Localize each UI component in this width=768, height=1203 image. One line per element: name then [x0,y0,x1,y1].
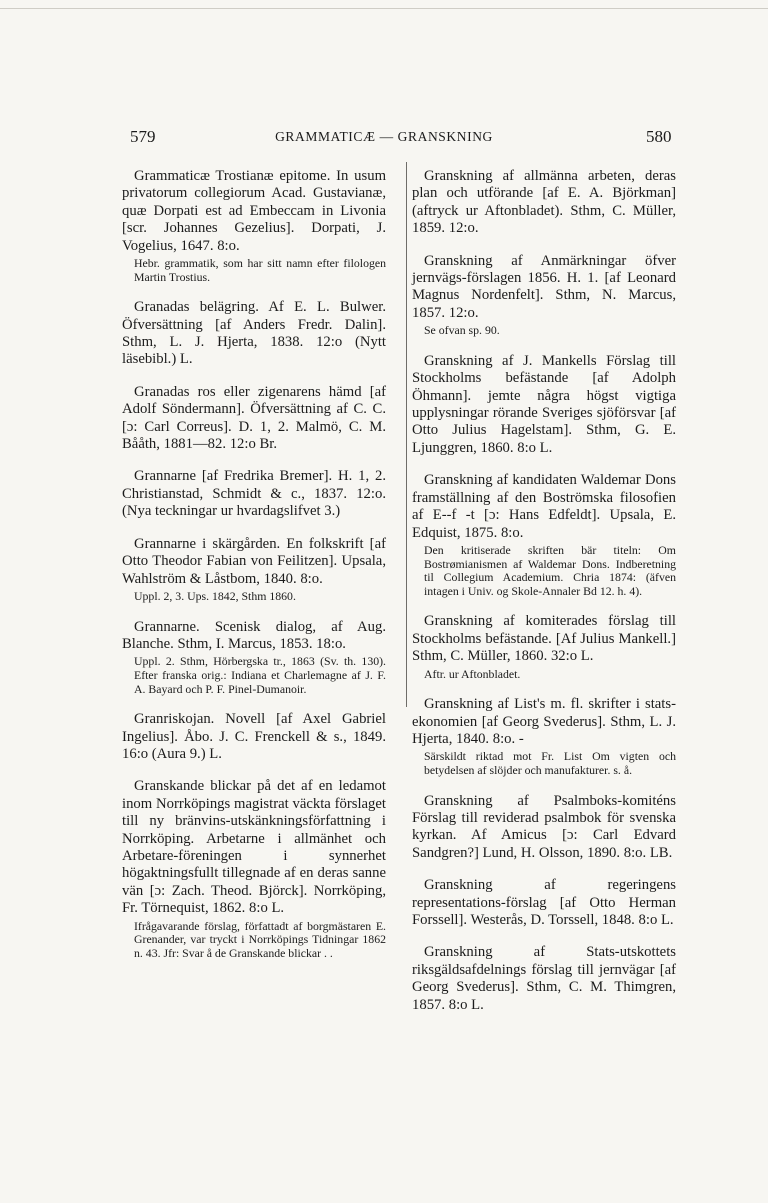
entry-text: Granskning af Psalmboks-komiténs Förslag till reviderad psalmbok för svenska kyrkan. Af Amicus [ɔ: Carl Edvard Sandgren?] Lund, H. Olsson, 1890. 8:o. LB. [412,792,676,861]
entry [412,944,676,1014]
entry-note: Aftr. ur Aftonbladet. [424,666,521,681]
entry-text: Granadas belägring. Af E. L. Bulwer. Öfversättning [af Anders Fredr. Dalin]. Sthm, L. J. Hjerta, 1838. 12:o (Nytt läsebibl.) L. [122,299,386,368]
running-head: GRAMMATICÆ — GRANSKNING [275,129,493,144]
entry [122,711,386,763]
column-divider [406,162,407,707]
entry [412,168,676,238]
entry [122,299,386,369]
entry-text: Granskning af kandidaten Waldemar Dons framställning af den Boströmska filosofien af E--f -t [ɔ: Hans Edfeldt]. Upsala, E. Edquist, 1875. 8:o. [412,472,676,541]
entry-text: Granriskojan. Novell [af Axel Gabriel Ingelius]. Åbo. J. C. Frenckell & s., 1849. 16:o (Aura 9.) L. [122,711,386,762]
entry-note: Hebr. grammatik, som har sitt namn efter filologen Martin Trostius. [134,256,386,284]
entry-text: Grammaticæ Trostianæ epitome. In usum privatorum collegiorum Acad. Gustavianæ, quæ Dorpati est ad Embeccam in Livonia [scr. Johannes Gezelius]. Dorpati, J. Vogelius, 1647. 8:o. [122,168,386,254]
entry-note: Särskildt riktad mot Fr. List Om vigten och betydelsen af slöjder och manufakturer. s. å. [424,749,676,777]
entry-text: Granskning af komiterades förslag till Stockholms befästande. [Af Julius Mankell.] Sthm, C. Müller, 1860. 32:o L. [412,613,676,665]
entry [412,613,676,681]
top-rule [0,8,768,9]
entry-text: Granadas ros eller zigenarens hämd [af Adolf Söndermann]. Öfversättning af C. C. [ɔ: Carl Correus]. D. 1, 2. Malmö, C. M. Bååth, 1881—82. 12:o Br. [122,383,386,453]
entry-text: Grannarne [af Fredrika Bremer]. H. 1, 2. Christianstad, Schmidt & c., 1837. 12:o. (Nya teckningar ur hvardagslifvet 3.) [122,468,386,520]
entry [412,877,676,929]
entry [122,536,386,604]
entry-text: Granskning af allmänna arbeten, deras plan och utförande [af E. A. Björkman] (aftryck ur Aftonbladet). Sthm, C. Müller, 1859. 12:o. [412,168,676,237]
entry-note: Uppl. 2, 3. Ups. 1842, Sthm 1860. [134,588,296,603]
entry-text: Granskning af J. Mankells Förslag till Stockholms befästande [af Adolph Öhmann]. jemte några högst vigtiga upplysningar rörande Sveriges sjöförsvar [af Otto Julius Hagelstam]. Sthm, G. E. Ljunggren, 1860. 8:o L. [412,352,676,456]
entry [412,353,676,457]
page-number-right: 580 [646,127,672,146]
entry-text: Grannarne. Scenisk dialog, af Aug. Blanche. Sthm, I. Marcus, 1853. 18:o. [122,618,386,652]
entry [412,696,676,777]
entry [122,468,386,520]
entry-text: Granskning af List's m. fl. skrifter i stats-ekonomien [af Georg Svederus]. Sthm, L. J. Hjerta, 1840. 8:o. - [412,696,676,747]
entry [122,168,386,284]
entry-note: Uppl. 2. Sthm, Hörbergska tr., 1863 (Sv. th. 130). Efter franska orig.: Indiana et Charlemagne af J. F. A. Bayard och P. F. Pinel-Dumanoir. [134,654,386,696]
entry [412,793,676,863]
entry-text: Grannarne i skärgården. En folkskrift [af Otto Theodor Fabian von Feilitzen]. Upsala, Wahlström & Låstbom, 1840. 8:o. [122,535,386,587]
left-column [122,168,386,975]
entry [122,384,386,454]
right-column [412,168,676,1029]
entry-note: Se ofvan sp. 90. [424,323,500,338]
entry-text: Granskning af Stats-utskottets riksgäldsafdelnings förslag till jernvägar [af Georg Svederus]. Sthm, C. M. Thimgren, 1857. 8:o L. [412,944,676,1013]
page-header [0,127,768,151]
entry-text: Granskning af regeringens representations-förslag [af Otto Herman Forssell]. Westerås, D. Torssell, 1848. 8:o L. [412,877,676,928]
entry-note: Den kritiserade skriften bär titeln: Om Bostrømianismen af Waldemar Dons. Indberetning til Collegium Academium. Chria 1874: (äfven intagen i Univ. og Skole-Annaler Bd 12. h. 4). [424,542,676,598]
entry [412,253,676,338]
entry [122,778,386,960]
entry-note: Ifrågavarande förslag, författadt af borgmästaren E. Grenander, var tryckt i Norrköpings Tidningar 1862 n. 43. Jfr: Svar å de Granskande blickar . . [134,918,386,960]
entry-text: Granskande blickar på det af en ledamot inom Norrköpings magistrat väckta förslaget till ny bränvins-utskänkningsförfattning i Norrköping. Arbetarne i allmänhet och Arbetare-föreningen i synnerhet högaktningsfullt tillegnade af en deras sanne vän [ɔ: Zach. Theod. Björck]. Norrköping, Fr. Törnequist, 1862. 8:o L. [122,778,386,917]
entry [122,619,386,697]
entry-text: Granskning af Anmärkningar öfver jernvägs-förslagen 1856. H. 1. [af Leonard Magnus Nordenfelt]. Sthm, N. Marcus, 1857. 12:o. [412,252,676,321]
entry [412,472,676,598]
page-number-left: 579 [130,127,156,146]
